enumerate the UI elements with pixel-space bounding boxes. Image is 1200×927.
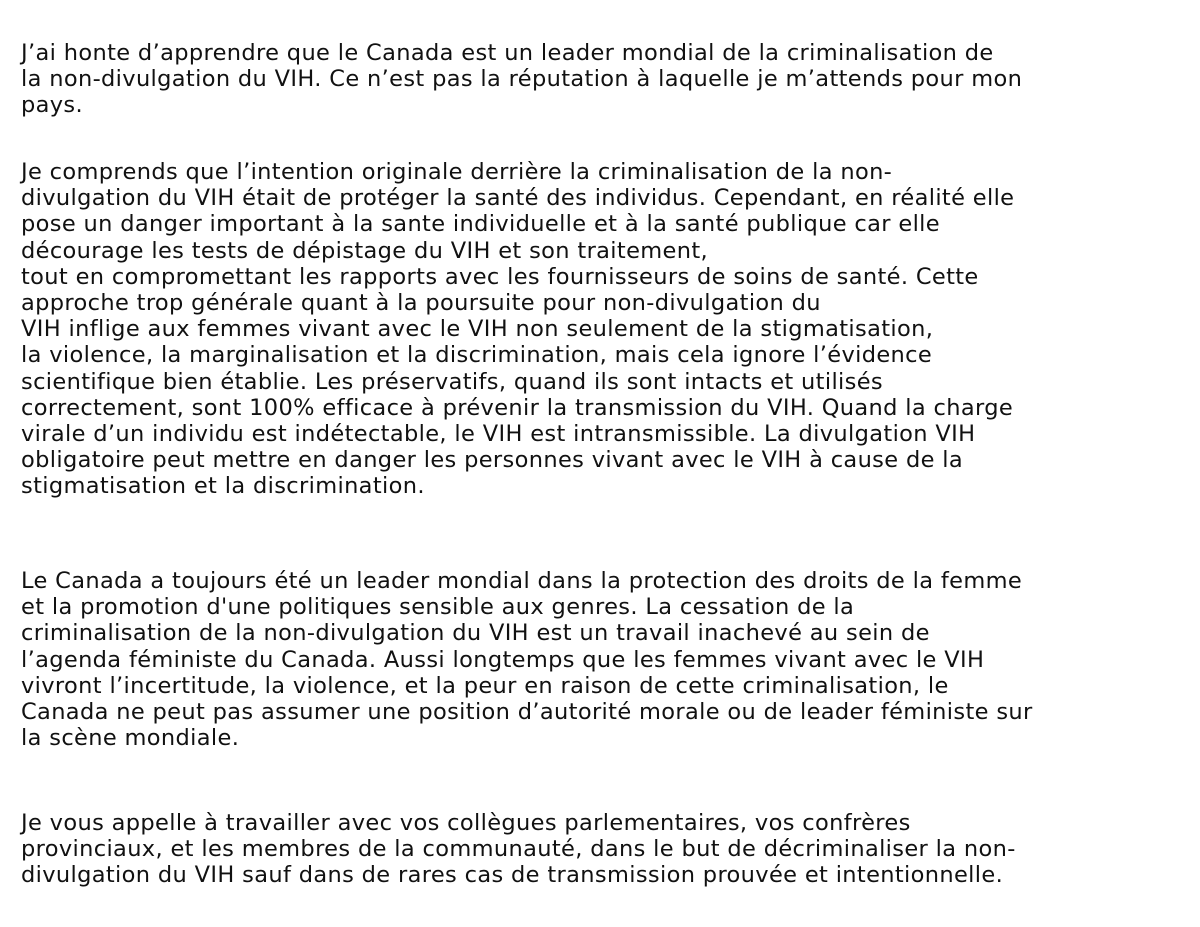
paragraph-line: virale d’un individu est indétectable, le VIH est intransmissible. La divulgation VIH: [21, 421, 976, 448]
paragraph-line: la violence, la marginalisation et la discrimination, mais cela ignore l’évidence: [21, 342, 933, 369]
paragraph-line: vivront l’incertitude, la violence, et la peur en raison de cette criminalisation, le: [21, 672, 949, 699]
paragraph-line: pays.: [21, 92, 84, 119]
paragraph-line: Je comprends que l’intention originale derrière la criminalisation de la non-: [21, 159, 893, 185]
paragraph-line: correctement, sont 100% efficace à prévenir la transmission du VIH. Quand la charge: [21, 394, 1014, 421]
paragraph-line: la scène mondiale.: [21, 725, 240, 752]
paragraph-line: criminalisation de la non-divulgation du VIH est un travail inachevé au sein de: [21, 620, 930, 647]
paragraph-line: la non-divulgation du VIH. Ce n’est pas la réputation à laquelle je m’attends pour mon: [21, 66, 1023, 93]
paragraph-line: tout en compromettant les rapports avec les fournisseurs de soins de santé. Cette: [21, 263, 979, 290]
paragraph-3: [21, 568, 1033, 751]
paragraph-line: scientifique bien établie. Les préservatifs, quand ils sont intacts et utilisés: [21, 368, 883, 395]
paragraph-line: approche trop générale quant à la poursuite pour non-divulgation du: [21, 290, 821, 317]
paragraph-line: VIH inflige aux femmes vivant avec le VIH non seulement de la stigmatisation,: [21, 316, 934, 343]
paragraph-line: et la promotion d'une politiques sensible aux genres. La cessation de la: [21, 594, 855, 621]
paragraph-line: Je vous appelle à travailler avec vos collègues parlementaires, vos confrères: [21, 810, 911, 836]
paragraph-line: divulgation du VIH sauf dans de rares cas de transmission prouvée et intentionnelle.: [21, 862, 1004, 889]
paragraph-1: [21, 40, 1022, 119]
paragraph-line: Le Canada a toujours été un leader mondial dans la protection des droits de la femme: [21, 568, 1023, 594]
paragraph-line: décourage les tests de dépistage du VIH et son traitement,: [21, 237, 709, 264]
paragraph-4: [21, 810, 1016, 889]
paragraph-line: obligatoire peut mettre en danger les personnes vivant avec le VIH à cause de la: [21, 447, 964, 474]
paragraph-line: divulgation du VIH était de protéger la santé des individus. Cependant, en réalité elle: [21, 185, 1015, 212]
paragraph-line: pose un danger important à la sante individuelle et à la santé publique car elle: [21, 211, 940, 238]
paragraph-2: [21, 159, 1014, 500]
paragraph-line: provinciaux, et les membres de la communauté, dans le but de décriminaliser la non-: [21, 836, 1016, 863]
paragraph-line: l’agenda féministe du Canada. Aussi longtemps que les femmes vivant avec le VIH: [21, 646, 985, 673]
paragraph-line: stigmatisation et la discrimination.: [21, 473, 425, 500]
paragraph-line: J’ai honte d’apprendre que le Canada est un leader mondial de la criminalisation de: [21, 40, 994, 66]
paragraph-line: Canada ne peut pas assumer une position d’autorité morale ou de leader féministe sur: [21, 699, 1033, 726]
